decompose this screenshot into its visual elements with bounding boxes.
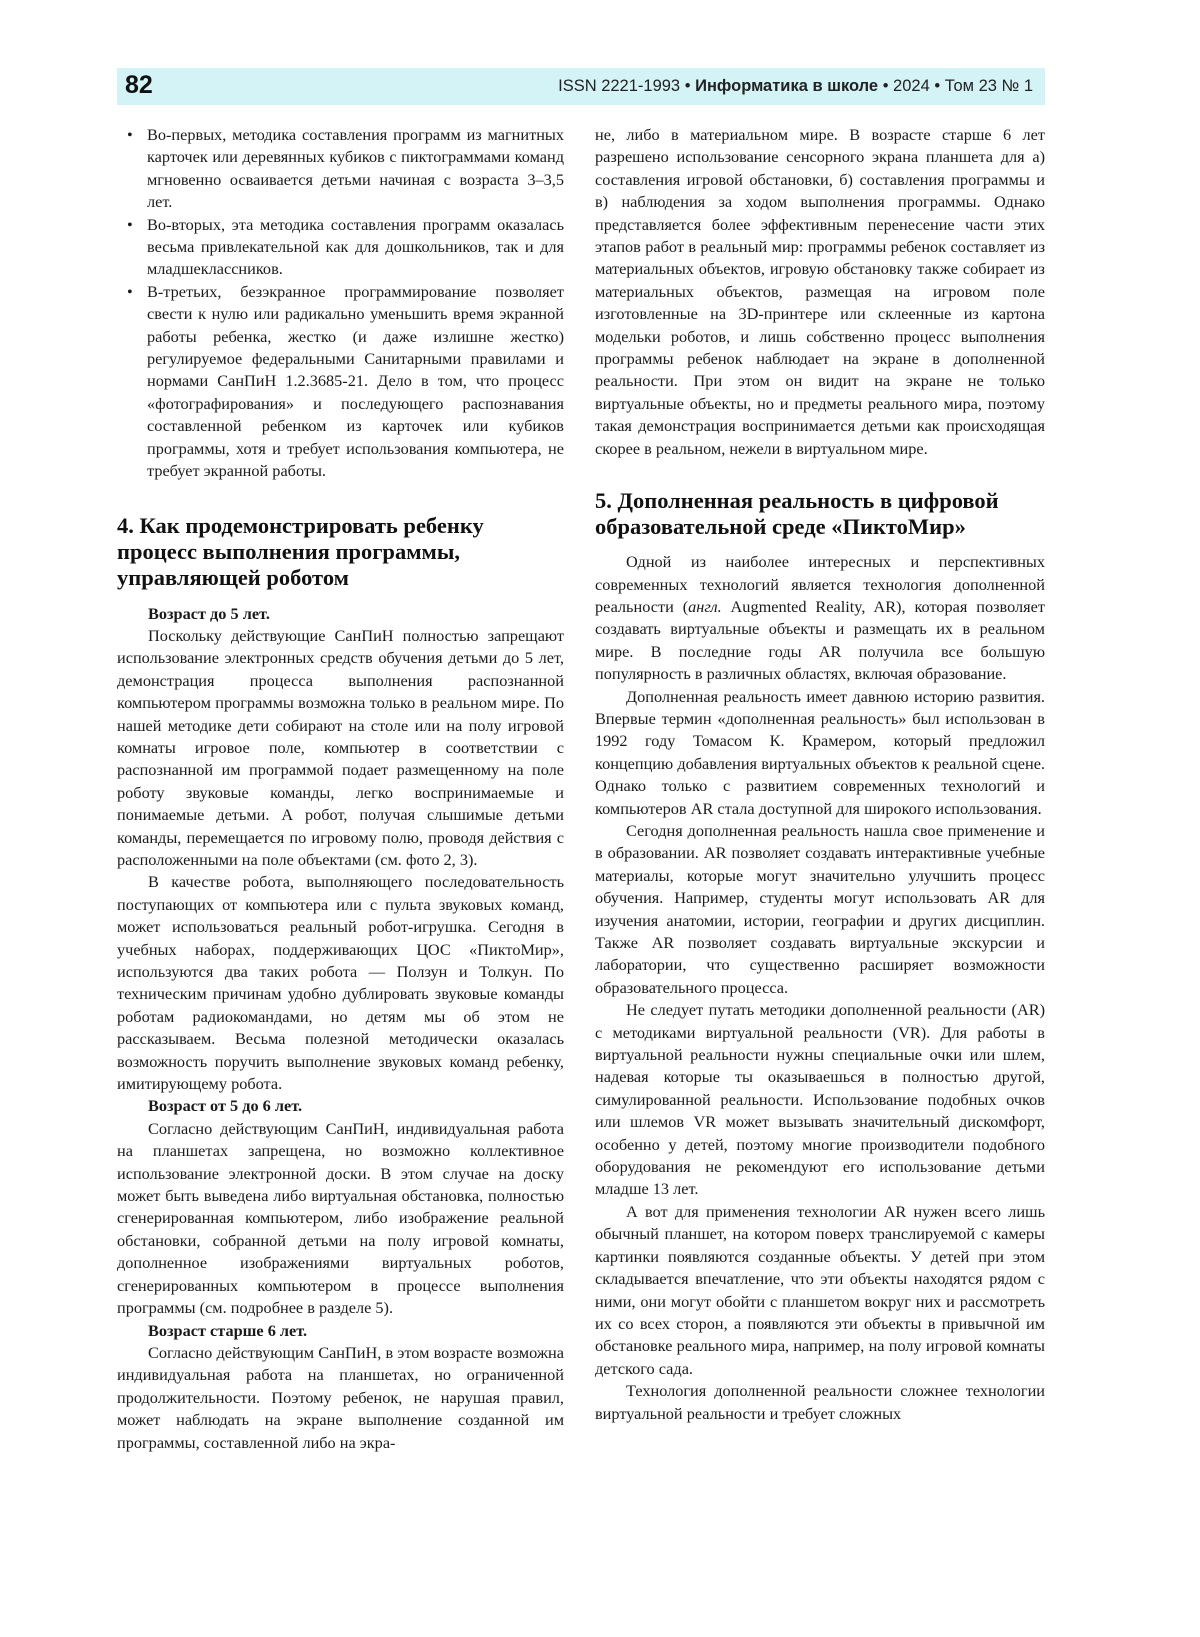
section-heading-5: 5. Дополненная реальность в цифровой образовательной среде «ПиктоМир» (595, 488, 999, 540)
list-item (117, 214, 564, 281)
paragraph-continued: не, либо в материальном мире. В возрасте старше 6 лет разрешено использование сенсорного экрана планшета для а) составления игровой обстановки, б) составления программы и в) наблюдения за ходом выполнения программы. Однако представляется более эффективным перенесение части этих этапов работ в реальный мир: программы ребенок составляет из материальных объектов, игровую обстановку также собирает из материальных объектов, размещая на игровом поле изготовленные на 3D-принтере или склеенные из картона модельки роботов, и лишь собственно процесс выполнения программы ребенок наблюдает на экране в дополненной реальности. При этом он видит на экране не только виртуальные объекты, но и предметы реального мира, поэтому такая демонстрация воспринимается детьми как происходящая скорее в реальном, нежели в виртуальном мире. (595, 125, 1045, 458)
list-item-text: Во-вторых, эта методика составления программ оказалась весьма привлекательной как для дошкольников, так и для младшеклассников. (147, 214, 564, 279)
page-header (117, 68, 1045, 105)
issue-info: • 2024 • Том 23 № 1 (878, 77, 1033, 95)
subheading-age-under-5: Возраст до 5 лет. (148, 603, 270, 623)
list-item (117, 124, 564, 214)
paragraph (595, 551, 1045, 685)
bullet-icon: • (127, 125, 133, 144)
bullet-icon: • (127, 281, 133, 301)
paragraph-text: Augmented Reality, AR), которая позволяет создавать виртуальные объекты и размещать их в реальном мире. В последние годы AR получила все большую популярность в различных областях, включая образование. (595, 596, 1045, 684)
left-column (117, 124, 564, 1454)
header-separator: • (680, 77, 696, 95)
paragraph: Не следует путать методики дополненной реальности (AR) с методиками виртуальной реальности (VR). Для работы в виртуальной реальности нужны специальные очки или шлем, надевая которые ты оказываешься в полностью другой, симулированной реальности. Использование подобных очков или шлемов VR может вызывать значительный дискомфорт, особенно у детей, поэтому многие производители подобного оборудования не рекомендуют его использование детьми младше 13 лет. (595, 1000, 1045, 1199)
paragraph: Сегодня дополненная реальность нашла свое применение и в образовании. AR позволяет создавать интерактивные учебные материалы, которые могут значительно улучшить процесс обучения. Например, студенты могут использовать AR для изучения анатомии, истории, географии и других дисциплин. Также AR позволяет создавать виртуальные экскурсии и лаборатории, что существенно расширяет возможности образовательного процесса. (595, 820, 1045, 997)
issn: ISSN 2221-1993 (558, 77, 681, 95)
list-item-text: В-третьих, безэкранное программирование позволяет свести к нулю или радикально уменьшить время экранной работы ребенка, жестко (и даже излишне жестко) регулируемое федеральными Санитарными правилами и нормами СанПиН 1.2.3685-21. Дело в том, что процесс «фотографирования» и последующего распознавания составленной ребенком из карточек или кубиков программы, хотя и требует использования компьютера, не требует экранной работы. (147, 281, 564, 481)
paragraph: Дополненная реальность имеет давнюю историю развития. Впервые термин «дополненная реальность» был использован в 1992 году Томасом К. Крамером, который предложил концепцию добавления виртуальных объектов к реальной сцене. Однако только с развитием современных технологий и компьютеров AR стала доступной для широкого использования. (595, 686, 1045, 818)
journal-title: Информатика в школе (695, 77, 879, 95)
subheading-age-over-6: Возраст старше 6 лет. (148, 1320, 308, 1340)
paragraph-text: Одной из наиболее интересных и перспективных современных технологий является технология дополненной реальности ( (595, 552, 1045, 616)
paragraph: В качестве робота, выполняющего последовательность поступающих от компьютера или с пульта звуковых команд, может использоваться реальный робот-игрушка. Сегодня в учебных наборах, поддерживающих ЦОС «ПиктоМир», используются два таких робота — Ползун и Толкун. По техническим причинам удобно дублировать звуковые команды роботам радиокомандами, но детям мы об этом не рассказываем. Весьма полезной методически оказалась возможность поручить выполнение звуковых команд ребенку, имитирующему робота. (117, 872, 564, 1094)
bullet-icon: • (127, 214, 133, 234)
paragraph: Согласно действующим СанПиН, в этом возрасте возможна индивидуальная работа на планшетах, но ограниченной продолжительности. Поэтому ребенок, не нарушая правил, может наблюдать на экране выполнение созданной им программы, составленной либо на экра- (117, 1342, 564, 1452)
subheading-age-5-6: Возраст от 5 до 6 лет. (148, 1096, 303, 1116)
emphasis-text: англ. (688, 596, 722, 616)
paragraph: Поскольку действующие СанПиН полностью запрещают использование электронных средств обучения детьми до 5 лет, демонстрация процесса выполнения распознанной компьютером программы возможна только в реальном мире. По нашей методике дети собирают на столе или на полу игровой комнаты игровое поле, компьютер в соответствии с распознанной им программой подает размещенному на поле роботу звуковые команды, легко воспринимаемые и понимаемые детьми. А робот, получая слышимые детьми команды, перемещается по игровому полю, проводя действия с расположенными на поле объектами (см. фото 2, 3). (117, 625, 564, 869)
section-heading-4: 4. Как продемонстрировать ребенку процесс выполнения программы, управляющей роботом (117, 512, 484, 590)
page-number: 82 (125, 71, 153, 99)
bullet-list (117, 124, 564, 483)
paragraph: А вот для применения технологии AR нужен всего лишь обычный планшет, на котором поверх транслируемой с камеры картинки появляются созданные объекты. У детей при этом складывается впечатление, что эти объекты находятся рядом с ними, они могут обойти с планшетом вокруг них и рассмотреть их со всех сторон, а появляются эти объекты в привычной им обстановке реального мира, например, на полу игровой комнаты детского сада. (595, 1201, 1045, 1378)
paragraph: Технология дополненной реальности сложнее технологии виртуальной реальности и требует сложных (595, 1381, 1045, 1423)
list-item (117, 281, 564, 483)
paragraph: Согласно действующим СанПиН, индивидуальная работа на планшетах запрещена, но возможно коллективное использование электронной доски. В этом случае на доску может быть выведена либо виртуальная обстановка, полностью сгенерированная компьютером, либо изображение реальной обстановки, собранной детьми на полу игровой комнаты, дополненное изображениями виртуальных роботов, сгенерированных компьютером в процессе выполнения программы (см. подробнее в разделе 5). (117, 1118, 564, 1318)
right-column (595, 124, 1045, 1425)
journal-info (558, 77, 1033, 96)
list-item-text: Во-первых, методика составления программ из магнитных карточек или деревянных кубиков с пиктограммами команд мгновенно осваивается детьми начиная с возраста 3–3,5 лет. (147, 125, 564, 212)
